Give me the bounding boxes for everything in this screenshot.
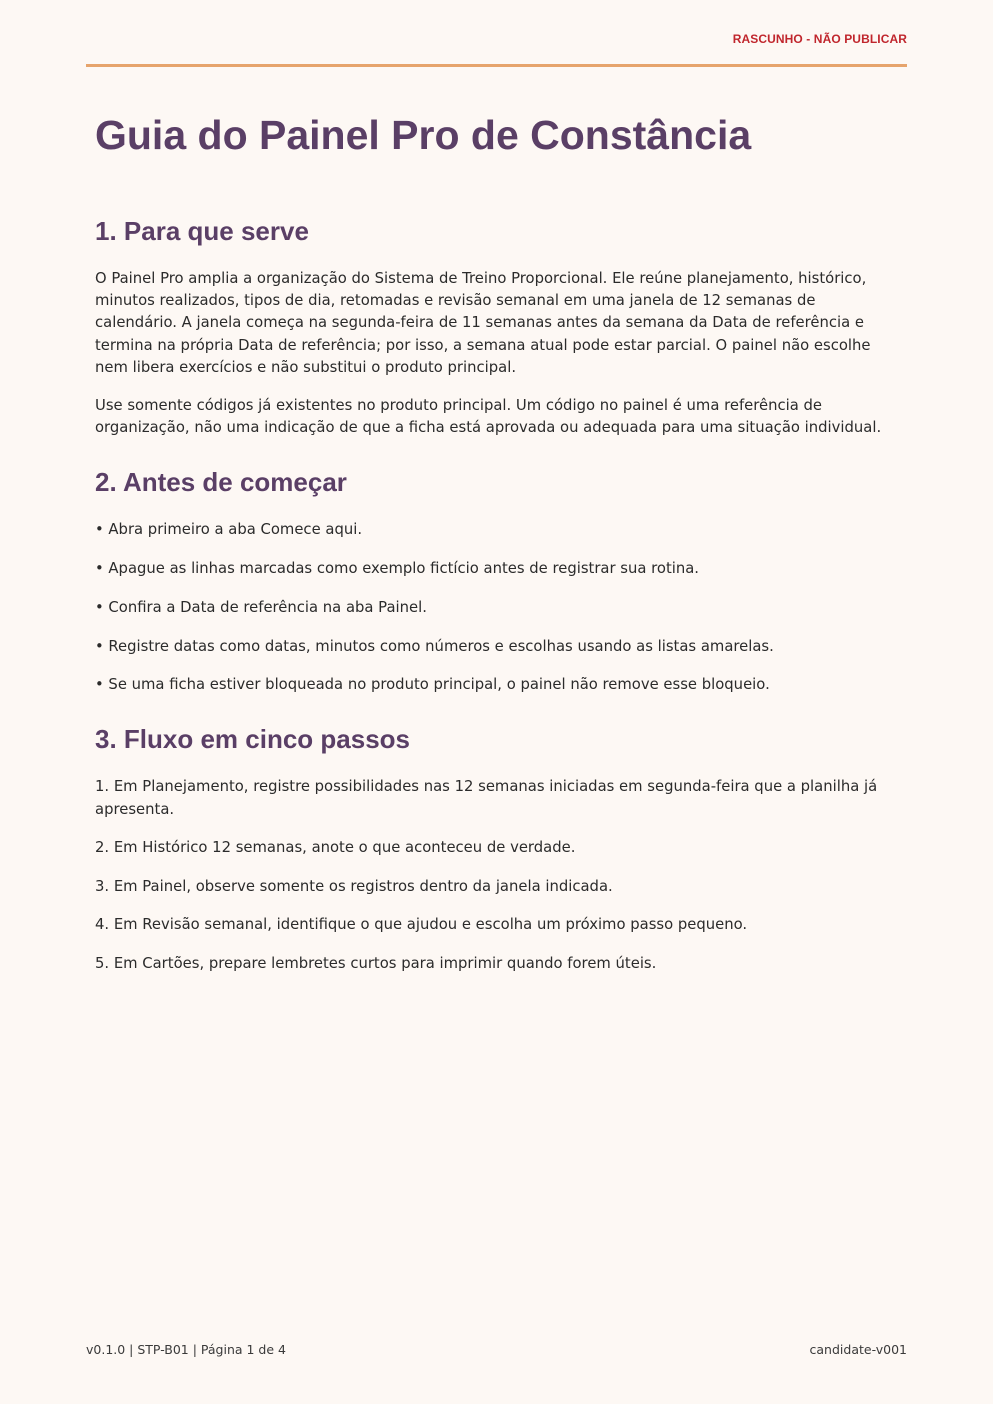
- list-item: • Apague as linhas marcadas como exemplo fictício antes de registrar sua rotina.: [95, 560, 700, 578]
- document-body: [95, 108, 895, 975]
- draft-stamp: RASCUNHO - NÃO PUBLICAR: [732, 32, 907, 46]
- list-item: 3. Em Painel, observe somente os registros dentro da janela indicada.: [95, 877, 613, 895]
- footer-version-info: v0.1.0 | STP-B01 | Página 1 de 4: [86, 1342, 286, 1357]
- list-item: 4. Em Revisão semanal, identifique o que ajudou e escolha um próximo passo pequeno.: [95, 916, 748, 934]
- list-item: • Se uma ficha estiver bloqueada no produto principal, o painel não remove esse bloqueio.: [95, 676, 770, 694]
- document-title: Guia do Painel Pro de Constância: [95, 112, 752, 158]
- section-heading-fluxo-em-cinco-passos: 3. Fluxo em cinco passos: [95, 724, 410, 755]
- list-item: 1. Em Planejamento, registre possibilidades nas 12 semanas iniciadas em segunda-feira que a planilha já apresenta.: [95, 778, 878, 818]
- footer-candidate-id: candidate-v001: [809, 1342, 907, 1357]
- list-item: 5. Em Cartões, prepare lembretes curtos para imprimir quando forem úteis.: [95, 954, 657, 972]
- section-heading-antes-de-comecar: 2. Antes de começar: [95, 467, 347, 498]
- section-heading-para-que-serve: 1. Para que serve: [95, 216, 309, 246]
- header-rule: [86, 64, 907, 67]
- list-item: • Confira a Data de referência na aba Painel.: [95, 598, 427, 616]
- list-item: 2. Em Histórico 12 semanas, anote o que aconteceu de verdade.: [95, 838, 576, 856]
- list-item: • Abra primeiro a aba Comece aqui.: [95, 521, 363, 539]
- paragraph: Use somente códigos já existentes no produto principal. Um código no painel é uma referência de organização, não uma indicação de que a ficha está aprovada ou adequada para uma situação individual.: [95, 397, 882, 437]
- paragraph: O Painel Pro amplia a organização do Sistema de Treino Proporcional. Ele reúne planejamento, histórico, minutos realizados, tipos de dia, retomadas e revisão semanal em uma janela de 12 semanas de calendário. A janela começa na segunda-feira de 11 semanas antes da semana da Data de referência e termina na própria Data de referência; por isso, a semana atual pode estar parcial. O painel não escolhe nem libera exercícios e não substitui o produto principal.: [95, 270, 871, 376]
- list-item: • Registre datas como datas, minutos como números e escolhas usando as listas amarelas.: [95, 637, 774, 655]
